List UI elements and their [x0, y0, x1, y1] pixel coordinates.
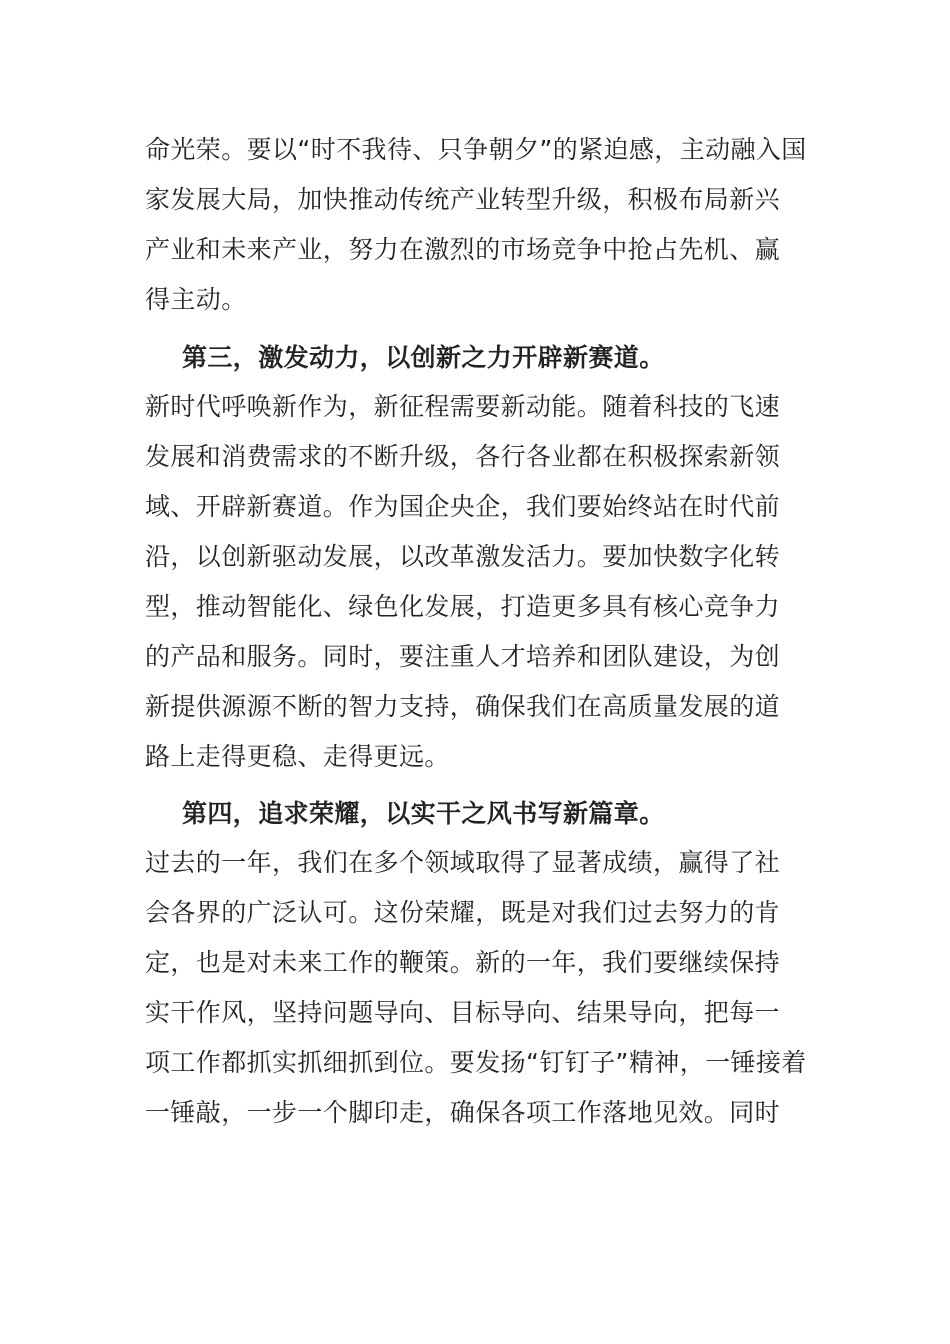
paragraph-continued [145, 125, 810, 325]
text-line: 的产品和服务。同时，要注重人才培养和团队建设，为创 [145, 642, 781, 671]
text-line: 得主动。 [145, 285, 247, 314]
text-line: 沿，以创新驱动发展，以改革激发活力。要加快数字化转 [145, 542, 781, 571]
text-line: 家发展大局，加快推动传统产业转型升级，积极布局新兴 [145, 185, 781, 214]
text-line: 一锤敲，一步一个脚印走，确保各项工作落地见效。同时 [145, 1098, 781, 1127]
text-line: 产业和未来产业，努力在激烈的市场竞争中抢占先机、赢 [145, 235, 781, 264]
text-line: 路上走得更稳、走得更远。 [145, 742, 450, 771]
text-line: 定，也是对未来工作的鞭策。新的一年，我们要继续保持 [145, 948, 781, 977]
section-four-heading: 第四，追求荣耀，以实干之风书写新篇章。 [182, 799, 665, 828]
text-line: 新时代呼唤新作为，新征程需要新动能。随着科技的飞速 [145, 392, 781, 421]
section-four-heading-block [145, 789, 810, 839]
section-three-heading: 第三，激发动力，以创新之力开辟新赛道。 [182, 343, 665, 372]
text-line: 命光荣。要以“时不我待、只争朝夕”的紧迫感，主动融入国 [145, 135, 807, 164]
text-line: 项工作都抓实抓细抓到位。要发扬“钉钉子”精神，一锤接着 [145, 1048, 807, 1077]
text-line: 新提供源源不断的智力支持，确保我们在高质量发展的道 [145, 692, 781, 721]
text-line: 过去的一年，我们在多个领域取得了显著成绩，赢得了社 [145, 848, 781, 877]
text-line: 会各界的广泛认可。这份荣耀，既是对我们过去努力的肯 [145, 898, 781, 927]
section-four-paragraph [145, 838, 810, 1138]
text-line: 型，推动智能化、绿色化发展，打造更多具有核心竞争力 [145, 592, 781, 621]
section-three-heading-block [145, 333, 810, 383]
text-line: 发展和消费需求的不断升级，各行各业都在积极探索新领 [145, 442, 781, 471]
text-line: 实干作风，坚持问题导向、目标导向、结果导向，把每一 [145, 998, 781, 1027]
text-line: 域、开辟新赛道。作为国企央企，我们要始终站在时代前 [145, 492, 781, 521]
section-three-paragraph [145, 382, 810, 782]
